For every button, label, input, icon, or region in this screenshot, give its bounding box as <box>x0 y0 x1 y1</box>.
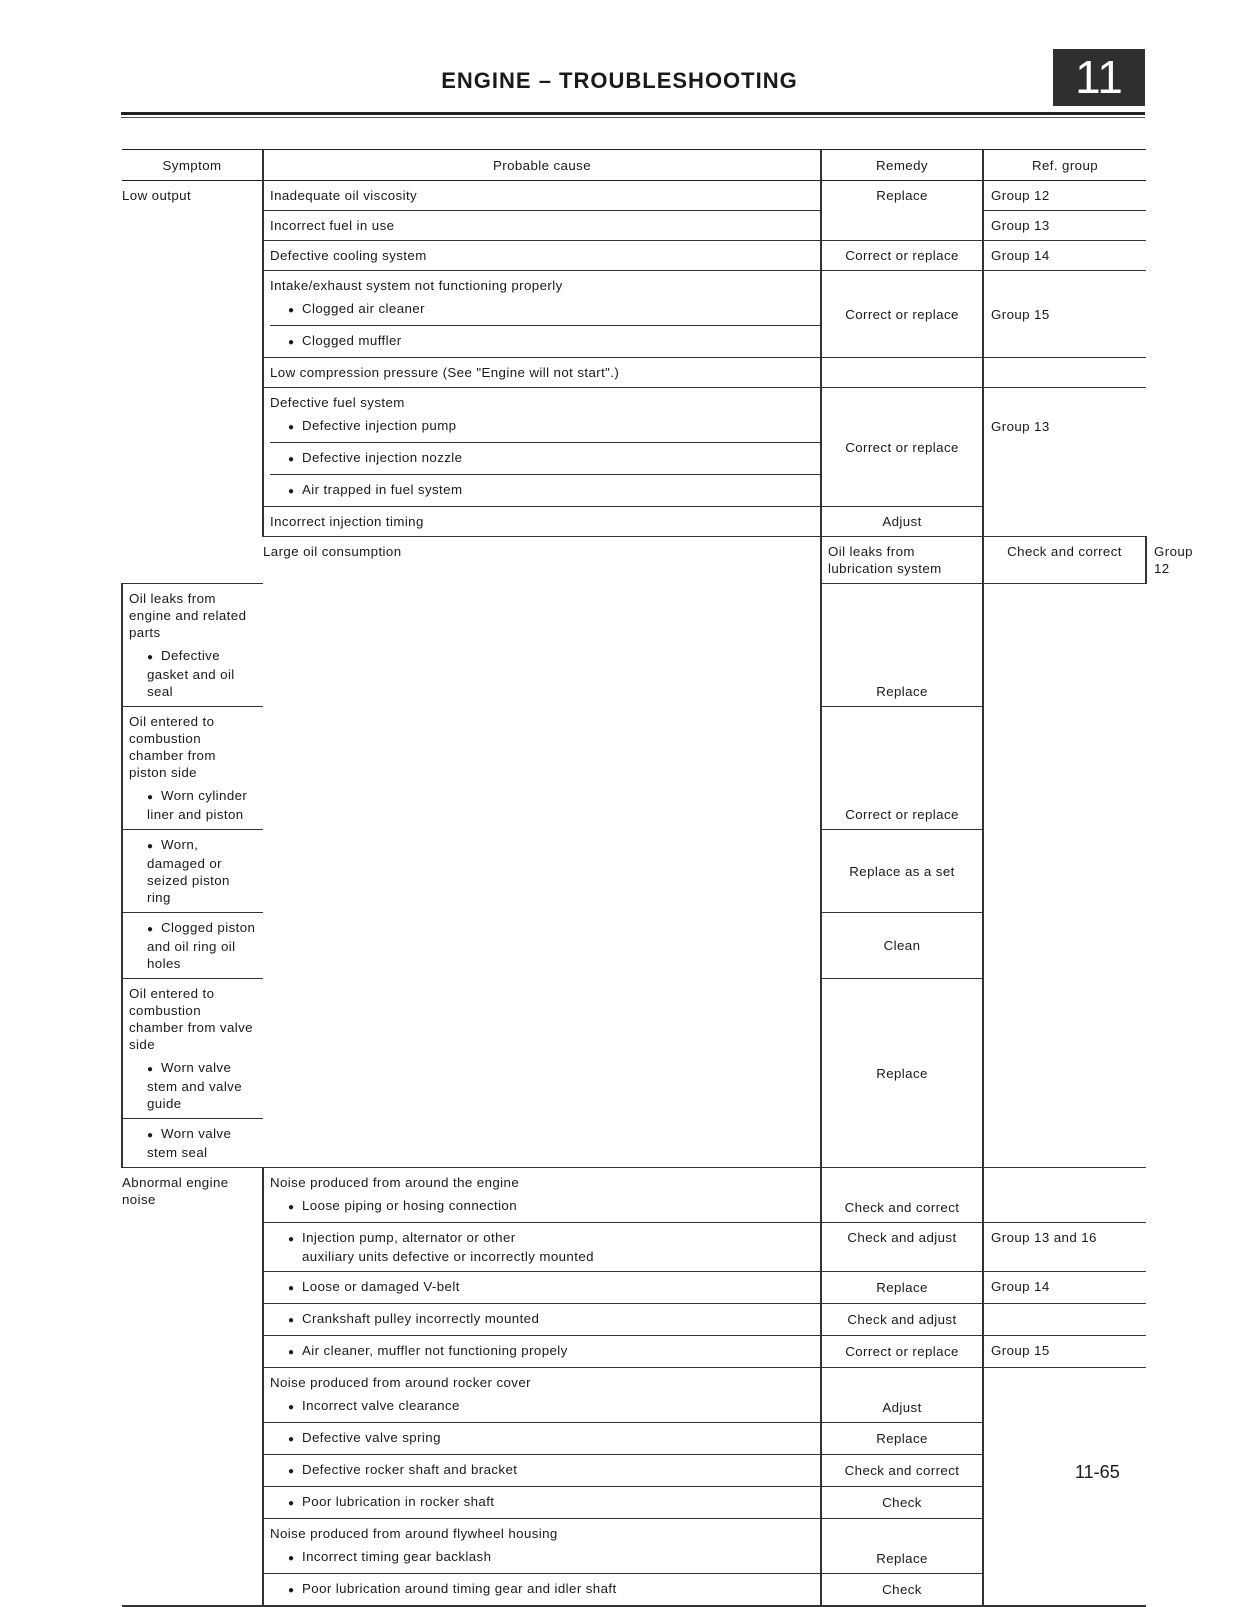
table-row <box>122 1336 1146 1368</box>
cause-subitem-text: Loose piping or hosing connection <box>302 1198 518 1213</box>
cause-heading: Defective fuel system <box>270 395 405 410</box>
cause-subitem-text: Worn cylinder liner and piston <box>147 788 248 822</box>
cause-subitem-text: Defective valve spring <box>302 1430 441 1445</box>
cause-subitem-text: Loose or damaged V-belt <box>302 1279 460 1294</box>
cause-cell: Incorrect fuel in use <box>263 211 821 241</box>
cause-heading: Intake/exhaust system not functioning properly <box>270 278 563 293</box>
cause-subitem-text: Clogged air cleaner <box>302 301 425 316</box>
column-header-remedy: Remedy <box>821 150 983 181</box>
symptom-abnormal-noise: Abnormal engine noise <box>122 1168 263 1607</box>
cause-subitem-text: Defective injection nozzle <box>302 450 463 465</box>
cause-subitem-text: Defective gasket and oil seal <box>147 648 235 699</box>
cause-cell: Low compression pressure (See "Engine will not start".) <box>263 358 821 388</box>
cause-cell <box>122 584 263 707</box>
table-header-row <box>122 150 1146 181</box>
table-row <box>122 1223 1146 1272</box>
remedy-cell: Correct or replace <box>821 707 983 830</box>
ref-cell-empty <box>983 1368 1146 1607</box>
cause-subitem-text: Incorrect timing gear backlash <box>302 1549 492 1564</box>
cause-subitem <box>270 300 814 319</box>
bullet-icon: ● <box>288 337 295 348</box>
cause-cell <box>263 1304 821 1336</box>
cause-subitem <box>270 1197 814 1216</box>
cause-heading: Noise produced from around flywheel housing <box>270 1526 558 1541</box>
cause-heading: Oil entered to combustion chamber from valve side <box>129 986 253 1052</box>
bullet-icon: ● <box>288 1283 295 1294</box>
cause-cell: Defective cooling system <box>263 241 821 271</box>
ref-cell: Group 15 <box>983 271 1146 358</box>
cause-subitem-text: Worn, damaged or seized piston ring <box>147 837 230 905</box>
cause-cell <box>122 830 263 913</box>
cause-subitem-text: auxiliary units defective or incorrectly mounted <box>302 1249 594 1264</box>
remedy-cell: Check and correct <box>821 1455 983 1487</box>
cause-subitem-text: Incorrect valve clearance <box>302 1398 460 1413</box>
remedy-cell: Replace <box>821 1272 983 1304</box>
table-row <box>122 1168 1146 1223</box>
cause-subitem-text: Worn valve stem and valve guide <box>147 1060 243 1111</box>
cause-subitem-text: Air cleaner, muffler not functioning propely <box>302 1343 568 1358</box>
bullet-icon: ● <box>288 1434 295 1445</box>
remedy-cell: Check <box>821 1487 983 1519</box>
cause-cell <box>122 979 263 1119</box>
cause-cell <box>263 388 821 507</box>
group-number-badge: 11 <box>1053 49 1145 106</box>
cause-subitem <box>129 787 257 823</box>
remedy-cell: Check <box>821 1574 983 1607</box>
bullet-icon: ● <box>288 1315 295 1326</box>
cause-subitem-text: Clogged muffler <box>302 333 402 348</box>
cause-subitem-text: Poor lubrication in rocker shaft <box>302 1494 495 1509</box>
table-row <box>122 181 1146 211</box>
cause-subitem <box>270 1397 814 1416</box>
bullet-icon: ● <box>288 1553 295 1564</box>
cause-cell <box>263 1168 821 1223</box>
remedy-cell: Replace <box>821 1423 983 1455</box>
remedy-cell: Replace <box>821 1519 983 1574</box>
column-header-cause: Probable cause <box>263 150 821 181</box>
remedy-cell: Replace <box>821 181 983 241</box>
remedy-cell: Replace <box>821 979 983 1168</box>
bullet-icon: ● <box>147 792 154 803</box>
bullet-icon: ● <box>288 1347 295 1358</box>
page-title: ENGINE – TROUBLESHOOTING <box>441 68 798 93</box>
cause-cell <box>122 1119 263 1168</box>
remedy-cell: Replace <box>821 584 983 707</box>
table-row <box>122 271 1146 358</box>
symptom-large-oil: Large oil consumption <box>263 537 821 1168</box>
cause-heading: Oil entered to combustion chamber from piston side <box>129 714 216 780</box>
ref-cell: Group 14 <box>983 1272 1146 1304</box>
bullet-icon: ● <box>288 305 295 316</box>
ref-cell: Group 13 <box>983 211 1146 241</box>
cause-subitem-text: Defective rocker shaft and bracket <box>302 1462 518 1477</box>
cause-cell <box>122 707 263 830</box>
cause-cell: Incorrect injection timing <box>263 507 821 537</box>
column-header-ref: Ref. group <box>983 150 1146 181</box>
bullet-icon: ● <box>288 1202 295 1213</box>
cause-subitem-text: Clogged piston and oil ring oil holes <box>147 920 256 971</box>
cause-subitem <box>129 647 257 700</box>
table-row <box>122 241 1146 271</box>
bullet-icon: ● <box>288 486 295 497</box>
bullet-icon: ● <box>147 924 154 935</box>
remedy-cell-empty <box>821 358 983 388</box>
table-row <box>122 1368 1146 1423</box>
remedy-cell: Replace as a set <box>821 830 983 913</box>
cause-cell <box>263 1423 821 1455</box>
ref-cell-empty <box>983 1168 1146 1223</box>
table-row <box>122 1304 1146 1336</box>
table-row <box>122 358 1146 388</box>
bullet-icon: ● <box>147 652 154 663</box>
page-number: 11-65 <box>1075 1462 1120 1482</box>
cause-cell: Inadequate oil viscosity <box>263 181 821 211</box>
cause-cell <box>263 1223 821 1272</box>
table-row <box>122 388 1146 507</box>
column-header-symptom: Symptom <box>122 150 263 181</box>
cause-cell <box>263 1519 821 1574</box>
cause-subitem <box>270 481 814 500</box>
remedy-cell: Adjust <box>821 1368 983 1423</box>
table-row <box>122 1272 1146 1304</box>
cause-cell <box>263 1368 821 1423</box>
bullet-icon: ● <box>288 1234 295 1245</box>
remedy-cell: Correct or replace <box>821 271 983 358</box>
remedy-cell: Adjust <box>821 507 983 537</box>
cause-cell <box>263 271 821 358</box>
remedy-cell: Correct or replace <box>821 241 983 271</box>
ref-cell-empty <box>983 1304 1146 1336</box>
cause-cell <box>263 1336 821 1368</box>
cause-subitem <box>270 1548 814 1567</box>
table-row <box>122 211 1146 241</box>
ref-cell-empty <box>983 584 1146 1168</box>
cause-subitem-text: Injection pump, alternator or other <box>302 1230 516 1245</box>
remedy-cell: Check and correct <box>983 537 1146 584</box>
ref-cell: Group 13 and 16 <box>983 1223 1146 1272</box>
cause-cell: Oil leaks from lubrication system <box>821 537 983 584</box>
bullet-icon: ● <box>147 841 154 852</box>
header-rule <box>121 112 1145 115</box>
cause-subitem <box>270 449 814 468</box>
cause-cell <box>263 1487 821 1519</box>
bullet-icon: ● <box>288 1585 295 1596</box>
cause-cell <box>263 1574 821 1607</box>
cause-cell <box>122 913 263 979</box>
cause-subitem-text: Crankshaft pulley incorrectly mounted <box>302 1311 540 1326</box>
cause-heading: Oil leaks from engine and related parts <box>129 591 247 640</box>
ref-cell-empty <box>983 358 1146 388</box>
remedy-cell: Check and correct <box>821 1168 983 1223</box>
troubleshooting-table <box>121 149 1193 1607</box>
cause-subitem-text: Worn valve stem seal <box>147 1126 232 1160</box>
cause-subitem-text: Poor lubrication around timing gear and idler shaft <box>302 1581 617 1596</box>
bullet-icon: ● <box>288 1466 295 1477</box>
bullet-icon: ● <box>288 454 295 465</box>
remedy-cell: Correct or replace <box>821 1336 983 1368</box>
cause-cell <box>263 1455 821 1487</box>
bullet-icon: ● <box>288 1498 295 1509</box>
ref-cell: Group 14 <box>983 241 1146 271</box>
cause-subitem-text: Air trapped in fuel system <box>302 482 463 497</box>
ref-cell: Group 13 <box>983 388 1146 537</box>
cause-heading: Noise produced from around the engine <box>270 1175 520 1190</box>
bullet-icon: ● <box>288 1402 295 1413</box>
bullet-icon: ● <box>147 1130 154 1141</box>
cause-subitem <box>129 1059 257 1112</box>
remedy-cell: Check and adjust <box>821 1304 983 1336</box>
ref-cell: Group 12 <box>983 181 1146 211</box>
cause-heading: Noise produced from around rocker cover <box>270 1375 531 1390</box>
cause-subitem <box>270 417 814 436</box>
bullet-icon: ● <box>147 1064 154 1075</box>
cause-cell <box>263 1272 821 1304</box>
table-row: Large oil consumption Oil leaks from lubrication system Check and correct Group 12 <box>122 537 1146 584</box>
remedy-cell: Clean <box>821 913 983 979</box>
cause-subitem-text: Defective injection pump <box>302 418 457 433</box>
remedy-cell: Check and adjust <box>821 1223 983 1272</box>
symptom-low-output: Low output <box>122 188 192 203</box>
remedy-cell: Correct or replace <box>821 388 983 507</box>
cause-subitem <box>270 332 814 351</box>
header-rule-thin <box>121 117 1145 118</box>
bullet-icon: ● <box>288 422 295 433</box>
ref-cell: Group 15 <box>983 1336 1146 1368</box>
